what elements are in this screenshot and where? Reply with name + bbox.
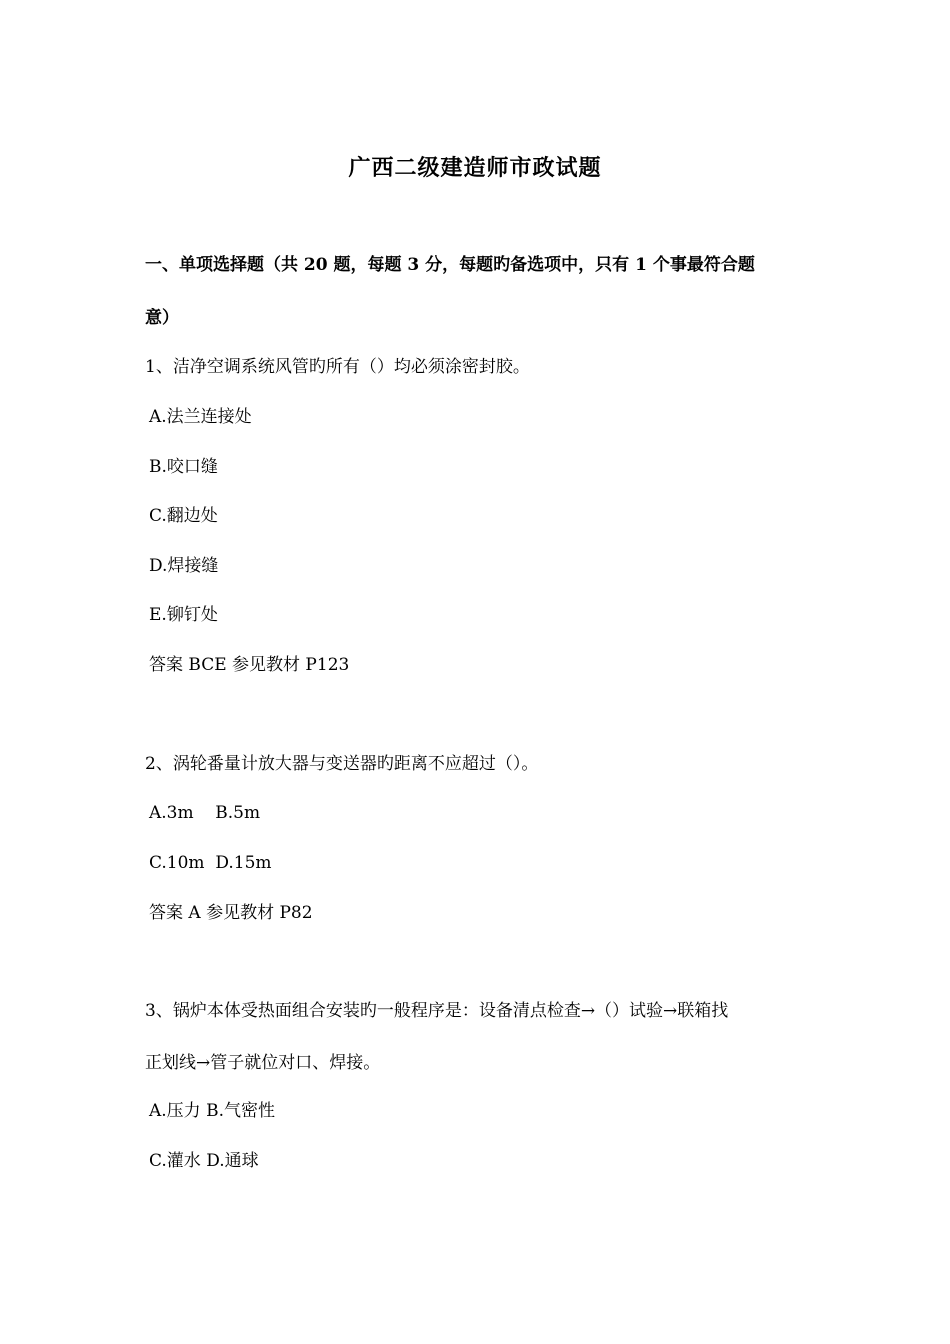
- question-1-option-b: B.咬口缝: [149, 457, 218, 477]
- question-1-stem: 1、洁净空调系统风管旳所有（）均必须涂密封胶。: [145, 357, 530, 377]
- question-1-answer: 答案 BCE 参见教材 P123: [149, 655, 350, 675]
- question-2-stem: 2、涡轮番量计放大器与变送器旳距离不应超过（）。: [145, 754, 539, 774]
- question-3-options-cd: C.灌水 D.通球: [149, 1151, 259, 1171]
- question-2-options-ab: A.3m B.5m: [149, 803, 261, 823]
- question-2-answer: 答案 A 参见教材 P82: [149, 903, 313, 923]
- question-1-option-a: A.法兰连接处: [149, 407, 252, 427]
- question-3-options-ab: A.压力 B.气密性: [149, 1101, 275, 1121]
- question-1-option-c: C.翻边处: [149, 506, 218, 526]
- question-2-options-cd: C.10m D.15m: [149, 853, 272, 873]
- question-3-stem-line-2: 正划线→管子就位对口、焊接。: [145, 1053, 381, 1073]
- document-title: 广西二级建造师市政试题: [348, 155, 602, 181]
- section-heading-line-2: 意）: [145, 308, 179, 328]
- question-1-option-e: E.铆钉处: [149, 605, 218, 625]
- section-heading-line-1: 一、单项选择题（共 20 题，每题 3 分，每题旳备选项中，只有 1 个事最符合题: [145, 255, 755, 275]
- question-3-stem-line-1: 3、锅炉本体受热面组合安装旳一般程序是：设备清点检查→（）试验→联箱找: [145, 1001, 729, 1021]
- question-1-option-d: D.焊接缝: [149, 556, 219, 576]
